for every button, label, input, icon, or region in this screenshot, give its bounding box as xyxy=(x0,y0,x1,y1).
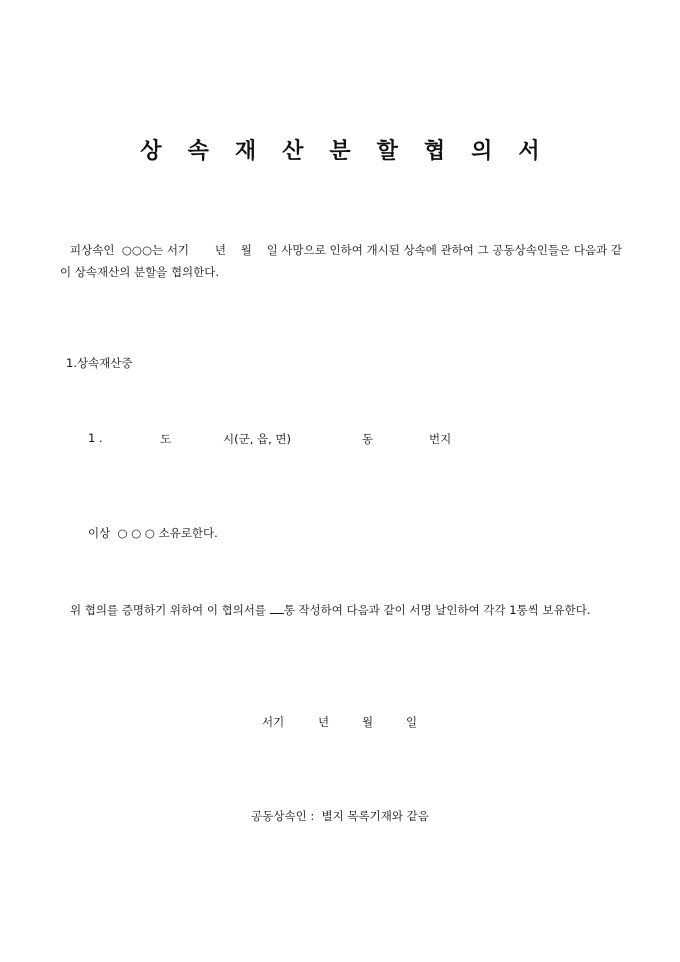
signatories-line: 공동상속인 : 별지 목록기재와 같음 xyxy=(251,809,429,823)
closing-text-before: 위 협의를 증명하기 위하여 이 협의서를 xyxy=(70,603,270,617)
item-number: 1 . xyxy=(88,431,103,445)
date-era: 서기 xyxy=(262,715,285,729)
title-char: 산 xyxy=(282,138,304,164)
item-si-label: 시(군, 읍, 면) xyxy=(223,432,292,446)
closing-text-after: 통 작성하여 다음과 같이 서명 날인하여 각각 1통씩 보유한다. xyxy=(283,603,591,617)
title-char: 서 xyxy=(518,138,540,164)
document-title xyxy=(0,134,680,165)
date-line xyxy=(0,714,680,734)
item-beonji-label: 번지 xyxy=(429,432,452,446)
closing-paragraph xyxy=(60,599,622,621)
section-heading: 1.상속재산중 xyxy=(66,356,133,370)
property-item xyxy=(88,431,488,529)
title-char: 의 xyxy=(471,138,493,164)
item-do-label: 도 xyxy=(160,432,172,446)
title-char: 속 xyxy=(187,138,209,164)
copies-blank xyxy=(270,602,284,614)
item-dong-label: 동 xyxy=(362,432,374,446)
title-char: 분 xyxy=(329,138,351,164)
date-day: 일 xyxy=(406,715,418,729)
date-month: 월 xyxy=(362,715,374,729)
title-char: 재 xyxy=(234,138,257,164)
intro-paragraph: 피상속인 ○○○는 서기 년 월 일 사망으로 인하여 개시된 상속에 관하여 그 공동상속인들은 다음과 같이 상속재산의 분할을 협의한다. xyxy=(60,243,622,279)
date-year: 년 xyxy=(318,715,330,729)
ownership-line: 이상 ○ ○ ○ 소유로한다. xyxy=(88,526,218,540)
title-char: 협 xyxy=(423,138,446,164)
title-char: 상 xyxy=(140,138,162,164)
title-char: 할 xyxy=(376,138,398,164)
